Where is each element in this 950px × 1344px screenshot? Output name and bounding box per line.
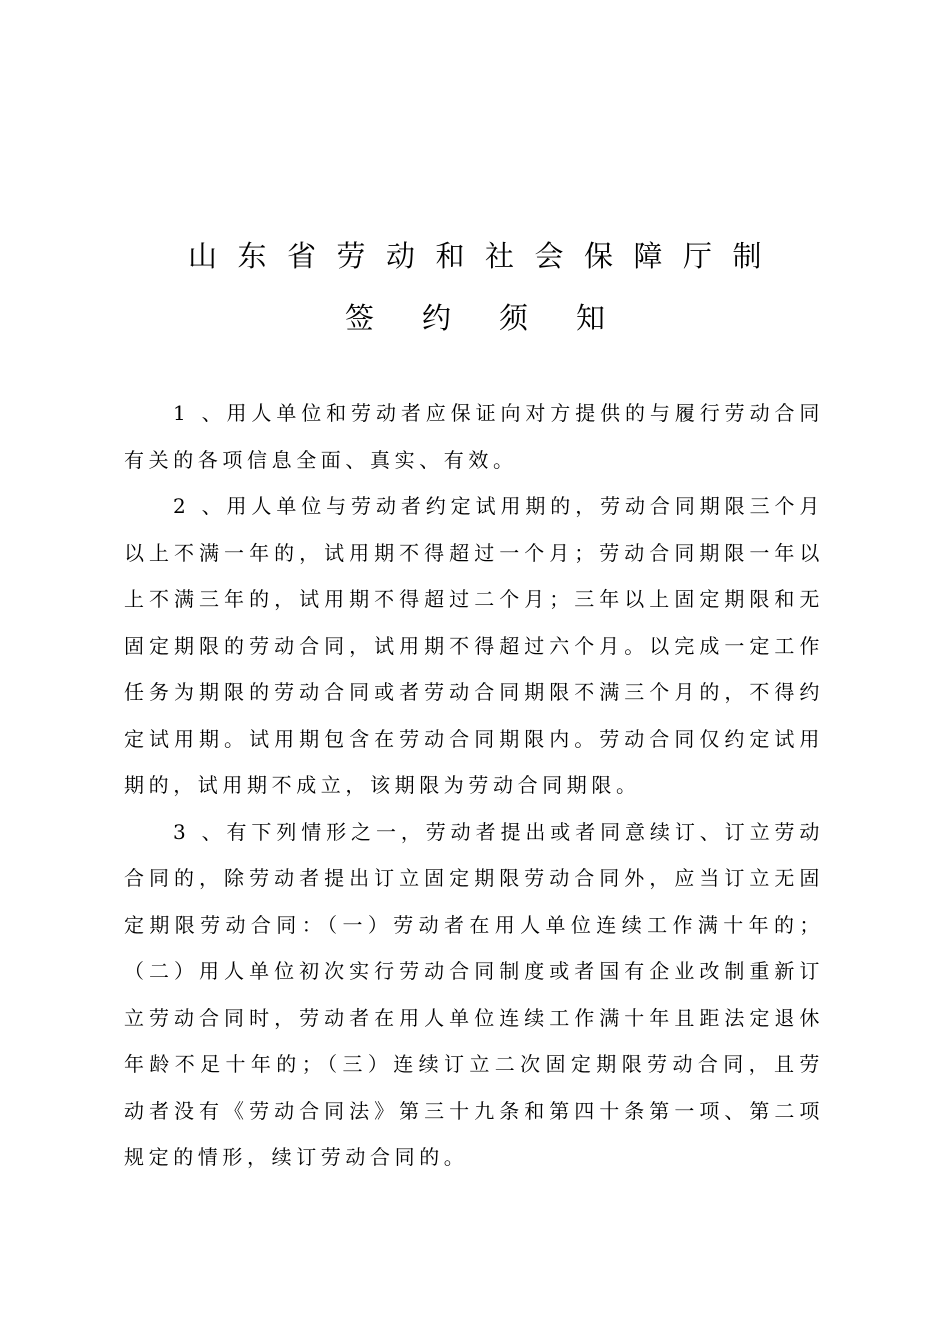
document-title: 签约须知 [344,301,653,335]
document-title-issuer: 山东省劳动和社会保障厅制 [187,239,782,273]
document-body [124,390,824,1181]
paragraph-2: 2 、用人单位与劳动者约定试用期的，劳动合同期限三个月以上不满一年的，试用期不得超过一个月；劳动合同期限一年以上不满三年的，试用期不得超过二个月；三年以上固定期限和无固定期限的劳动合同，试用期不得超过六个月。以完成一定工作任务为期限的劳动合同或者劳动合同期限不满三个月的，不得约定试用期。试用期包含在劳动合同期限内。劳动合同仅约定试用期的，试用期不成立，该期限为劳动合同期限。 [124,494,824,797]
paragraph-3: 3 、有下列情形之一，劳动者提出或者同意续订、订立劳动合同的，除劳动者提出订立固定期限劳动合同外，应当订立无固定期限劳动合同：（一）劳动者在用人单位连续工作满十年的；（二）用人单位初次实行劳动合同制度或者国有企业改制重新订立劳动合同时，劳动者在用人单位连续工作满十年且距法定退休年龄不足十年的；（三）连续订立二次固定期限劳动合同，且劳动者没有《劳动合同法》第三十九条和第四十条第一项、第二项规定的情形，续订劳动合同的。 [124,819,824,1169]
paragraph-1: 1 、用人单位和劳动者应保证向对方提供的与履行劳动合同有关的各项信息全面、真实、有效。 [124,401,824,472]
